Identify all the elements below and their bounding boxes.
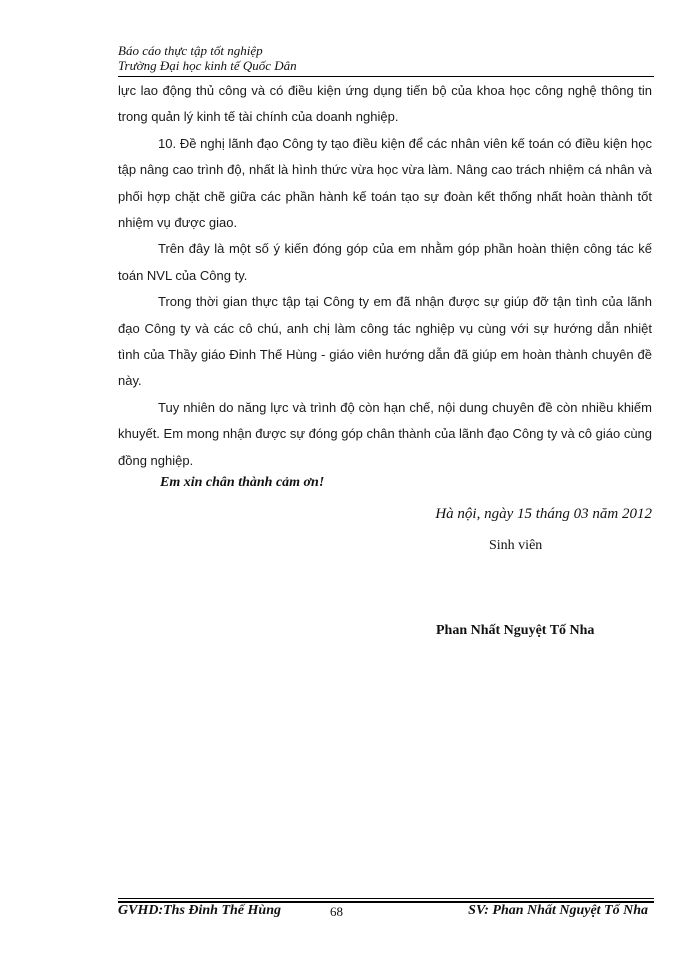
signer-name: Phan Nhất Nguyệt Tố Nha [436,623,595,638]
closing-thanks: Em xin chân thành cảm ơn! [160,475,325,490]
closing-date: Hà nội, ngày 15 tháng 03 năm 2012 [435,506,652,522]
paragraph-acknowledgement: Trong thời gian thực tập tại Công ty em đã nhận được sự giúp đỡ tận tình của lãnh đạo Công ty và các cô chú, anh chị làm công tác nghiệp vụ cùng với sự hướng dẫn nhiệt tình của Thầy giáo Đinh Thế Hùng - giáo viên hướng dẫn đã giúp em hoàn thành chuyên đề này. [118,294,652,389]
footer-divider-thin [118,898,654,899]
paragraph-summary: Trên đây là một số ý kiến đóng góp của em nhằm góp phần hoàn thiện công tác kế toán NVL của Công ty. [118,241,652,283]
page-header [118,43,654,73]
body-text [118,78,652,474]
header-divider [118,76,654,77]
paragraph-continuation: lực lao động thủ công và có điều kiện ứng dụng tiến bộ của khoa học công nghệ thông tin trong quản lý kinh tế tài chính của doanh nghiệp. [118,83,652,125]
header-report-title: Báo cáo thực tập tốt nghiệp [118,43,263,58]
page-number: 68 [330,904,343,919]
footer-student: SV: Phan Nhất Nguyệt Tố Nha [468,903,648,918]
page-footer [118,903,654,923]
footer-advisor: GVHD:Ths Đinh Thế Hùng [118,903,281,918]
paragraph-limitations: Tuy nhiên do năng lực và trình độ còn hạn chế, nội dung chuyên đề còn nhiều khiếm khuyết. Em mong nhận được sự đóng góp chân thành của lãnh đạo Công ty và cô giáo cùng đồng nghiệp. [118,399,653,468]
paragraph-recommendation-10: 10. Đề nghị lãnh đạo Công ty tạo điều kiện để các nhân viên kế toán có điều kiện học tập nâng cao trình độ, nhất là hình thức vừa học vừa làm. Nâng cao trách nhiệm cá nhân và phối hợp chặt chẽ giữa các phần hành kế toán tạo sự đoàn kết thống nhất hoàn thành tốt nhiệm vụ được giao. [118,135,652,231]
header-university: Trường Đại học kinh tế Quốc Dân [118,58,297,73]
signer-role: Sinh viên [489,538,543,553]
